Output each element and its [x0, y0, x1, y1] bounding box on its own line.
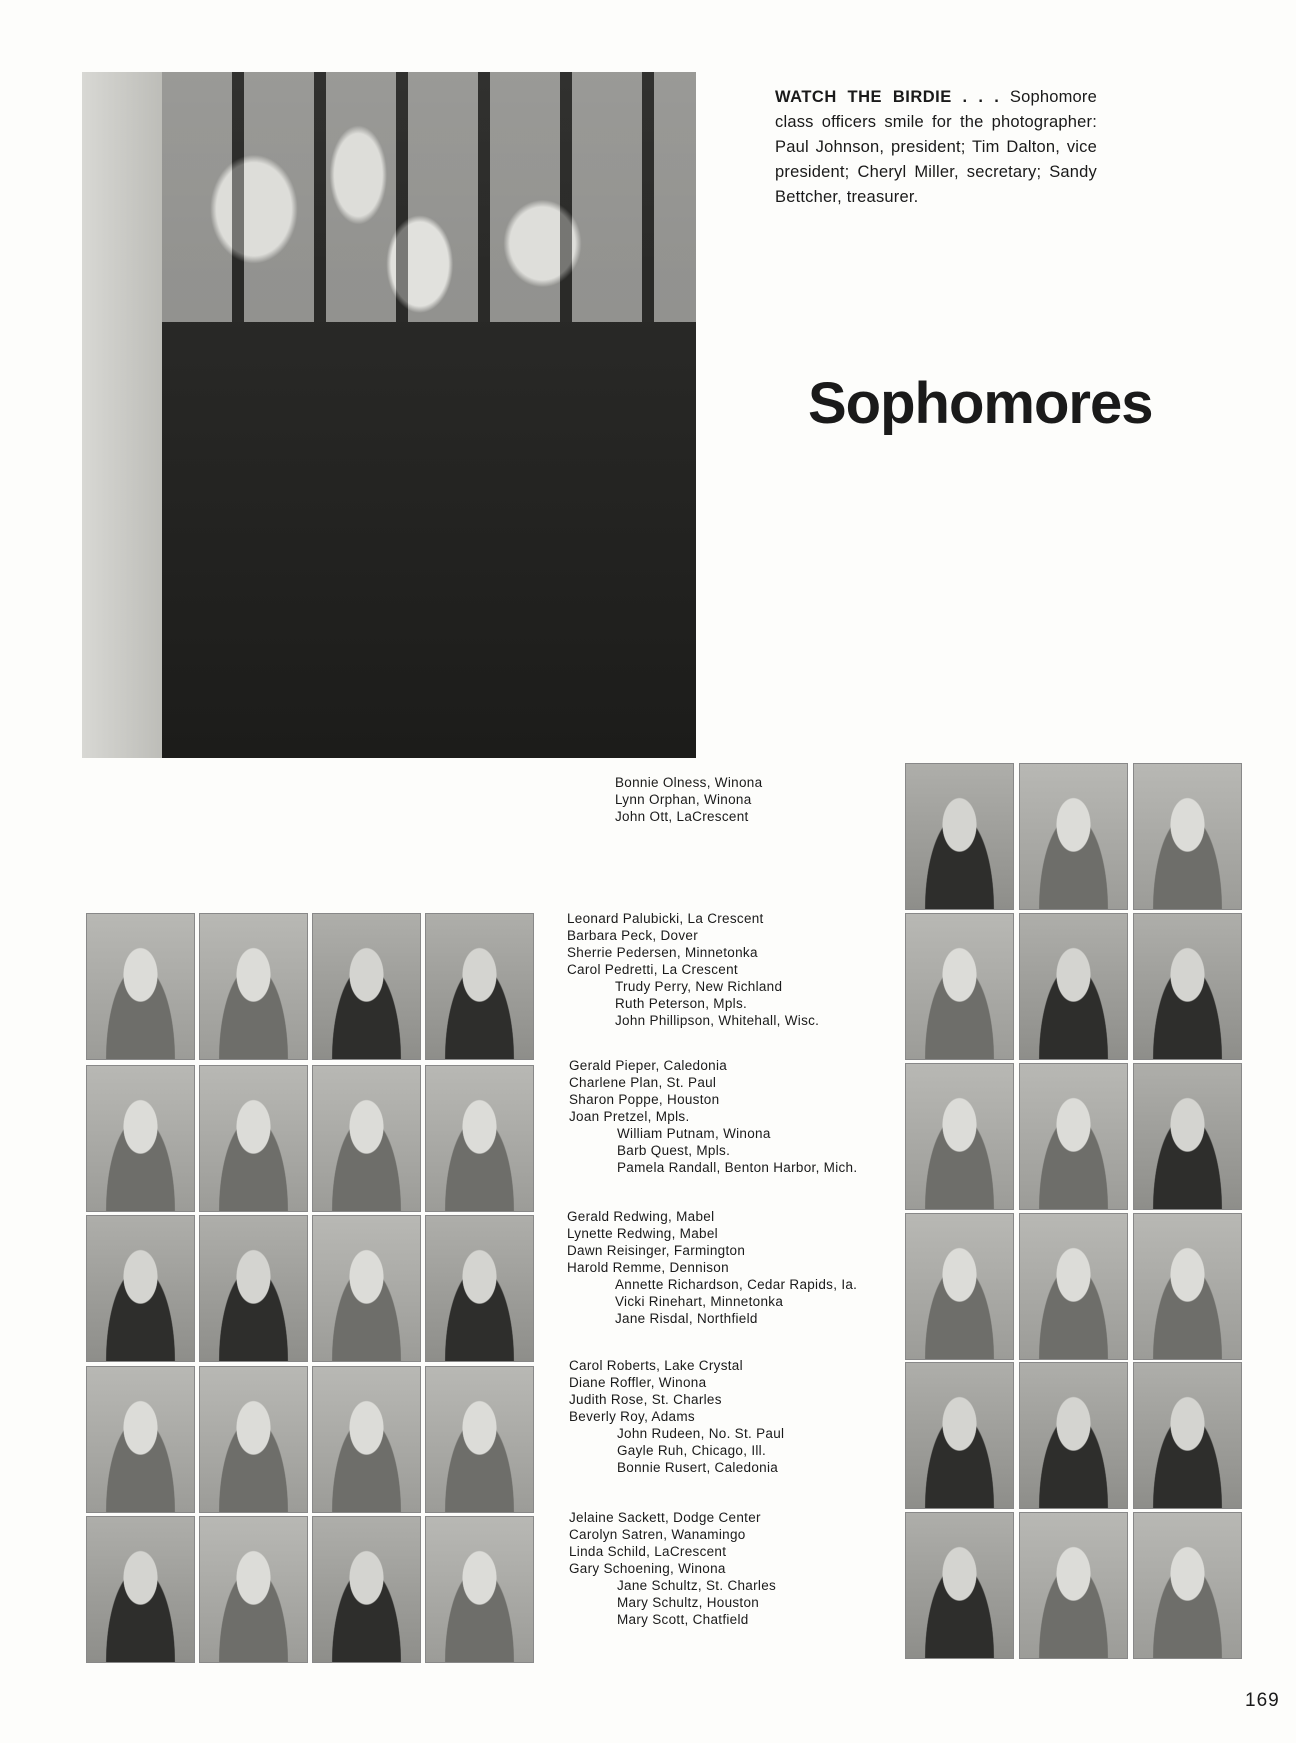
portrait [312, 1366, 421, 1513]
portrait [199, 1215, 308, 1362]
photo-calendar-board [162, 72, 696, 322]
portrait [425, 1516, 534, 1663]
portrait [312, 1065, 421, 1212]
caption-text: Sophomore class officers smile for the photographer: Paul Johnson, president; Tim Dalton, vice president; Cheryl Miller, secretary; Sandy Bettcher, treasurer. [775, 87, 1097, 206]
portrait [312, 913, 421, 1060]
portrait [1019, 1063, 1128, 1210]
portrait [86, 1215, 195, 1362]
student-name: Jane Risdal, Northfield [615, 1311, 758, 1326]
portrait [905, 1362, 1014, 1509]
student-name: Barb Quest, Mpls. [617, 1143, 731, 1158]
student-name: Carol Pedretti, La Crescent [567, 962, 738, 977]
portrait [425, 1065, 534, 1212]
portrait [86, 1516, 195, 1663]
student-name: Harold Remme, Dennison [567, 1260, 729, 1275]
student-name: Barbara Peck, Dover [567, 928, 699, 943]
student-name: John Phillipson, Whitehall, Wisc. [615, 1013, 820, 1028]
portrait [86, 913, 195, 1060]
portrait [199, 1516, 308, 1663]
portrait [425, 913, 534, 1060]
portrait [1133, 1512, 1242, 1659]
student-name: Judith Rose, St. Charles [569, 1392, 722, 1407]
portrait [1019, 913, 1128, 1060]
portrait [312, 1516, 421, 1663]
student-name: Ruth Peterson, Mpls. [615, 996, 748, 1011]
portrait [905, 1213, 1014, 1360]
student-name: Joan Pretzel, Mpls. [569, 1109, 690, 1124]
portrait [199, 1366, 308, 1513]
portrait [905, 1512, 1014, 1659]
portrait [1133, 1362, 1242, 1509]
student-name: Pamela Randall, Benton Harbor, Mich. [617, 1160, 858, 1175]
name-list-row-5 [569, 1509, 776, 1628]
student-name: Sherrie Pedersen, Minnetonka [567, 945, 758, 960]
student-name: Linda Schild, LaCrescent [569, 1544, 727, 1559]
student-name: Gary Schoening, Winona [569, 1561, 726, 1576]
portrait [1019, 1213, 1128, 1360]
portrait [199, 913, 308, 1060]
student-name: William Putnam, Winona [617, 1126, 771, 1141]
name-list-row-3 [567, 1208, 857, 1327]
student-name: Gerald Redwing, Mabel [567, 1209, 715, 1224]
portrait [199, 1065, 308, 1212]
portrait [86, 1065, 195, 1212]
student-name: Dawn Reisinger, Farmington [567, 1243, 746, 1258]
student-name: Jelaine Sackett, Dodge Center [569, 1510, 761, 1525]
student-name: Bonnie Olness, Winona [615, 775, 763, 790]
portrait [312, 1215, 421, 1362]
student-name: Carol Roberts, Lake Crystal [569, 1358, 743, 1373]
student-name: John Ott, LaCrescent [615, 809, 749, 824]
class-officers-photo [82, 72, 696, 758]
page-number: 169 [1245, 1690, 1280, 1711]
student-name: Carolyn Satren, Wanamingo [569, 1527, 746, 1542]
student-name: Beverly Roy, Adams [569, 1409, 695, 1424]
name-list-row-0 [615, 774, 762, 825]
portrait [905, 763, 1014, 910]
student-name: Bonnie Rusert, Caledonia [617, 1460, 779, 1475]
student-name: John Rudeen, No. St. Paul [617, 1426, 785, 1441]
student-name: Annette Richardson, Cedar Rapids, Ia. [615, 1277, 858, 1292]
student-name: Gayle Ruh, Chicago, Ill. [617, 1443, 767, 1458]
portrait [1133, 1213, 1242, 1360]
portrait [1133, 763, 1242, 910]
portrait [1019, 1362, 1128, 1509]
student-name: Jane Schultz, St. Charles [617, 1578, 777, 1593]
portrait [425, 1215, 534, 1362]
section-title: Sophomores [808, 371, 1153, 436]
portrait [1019, 1512, 1128, 1659]
student-name: Mary Scott, Chatfield [617, 1612, 749, 1627]
student-name: Mary Schultz, Houston [617, 1595, 760, 1610]
caption-lead: WATCH THE BIRDIE . . . [775, 87, 1000, 106]
name-list-row-4 [569, 1357, 784, 1476]
student-name: Lynn Orphan, Winona [615, 792, 752, 807]
name-list-row-1 [567, 910, 819, 1029]
student-name: Gerald Pieper, Caledonia [569, 1058, 728, 1073]
portrait [1133, 913, 1242, 1060]
student-name: Sharon Poppe, Houston [569, 1092, 720, 1107]
student-name: Lynette Redwing, Mabel [567, 1226, 718, 1241]
student-name: Leonard Palubicki, La Crescent [567, 911, 764, 926]
portrait [1133, 1063, 1242, 1210]
name-list-row-2 [569, 1057, 857, 1176]
student-name: Vicki Rinehart, Minnetonka [615, 1294, 784, 1309]
portrait [1019, 763, 1128, 910]
portrait [86, 1366, 195, 1513]
student-name: Charlene Plan, St. Paul [569, 1075, 717, 1090]
portrait [905, 1063, 1014, 1210]
portrait [905, 913, 1014, 1060]
student-name: Diane Roffler, Winona [569, 1375, 707, 1390]
photo-wall [82, 72, 162, 758]
student-name: Trudy Perry, New Richland [615, 979, 783, 994]
photo-caption [775, 85, 1097, 210]
portrait [425, 1366, 534, 1513]
